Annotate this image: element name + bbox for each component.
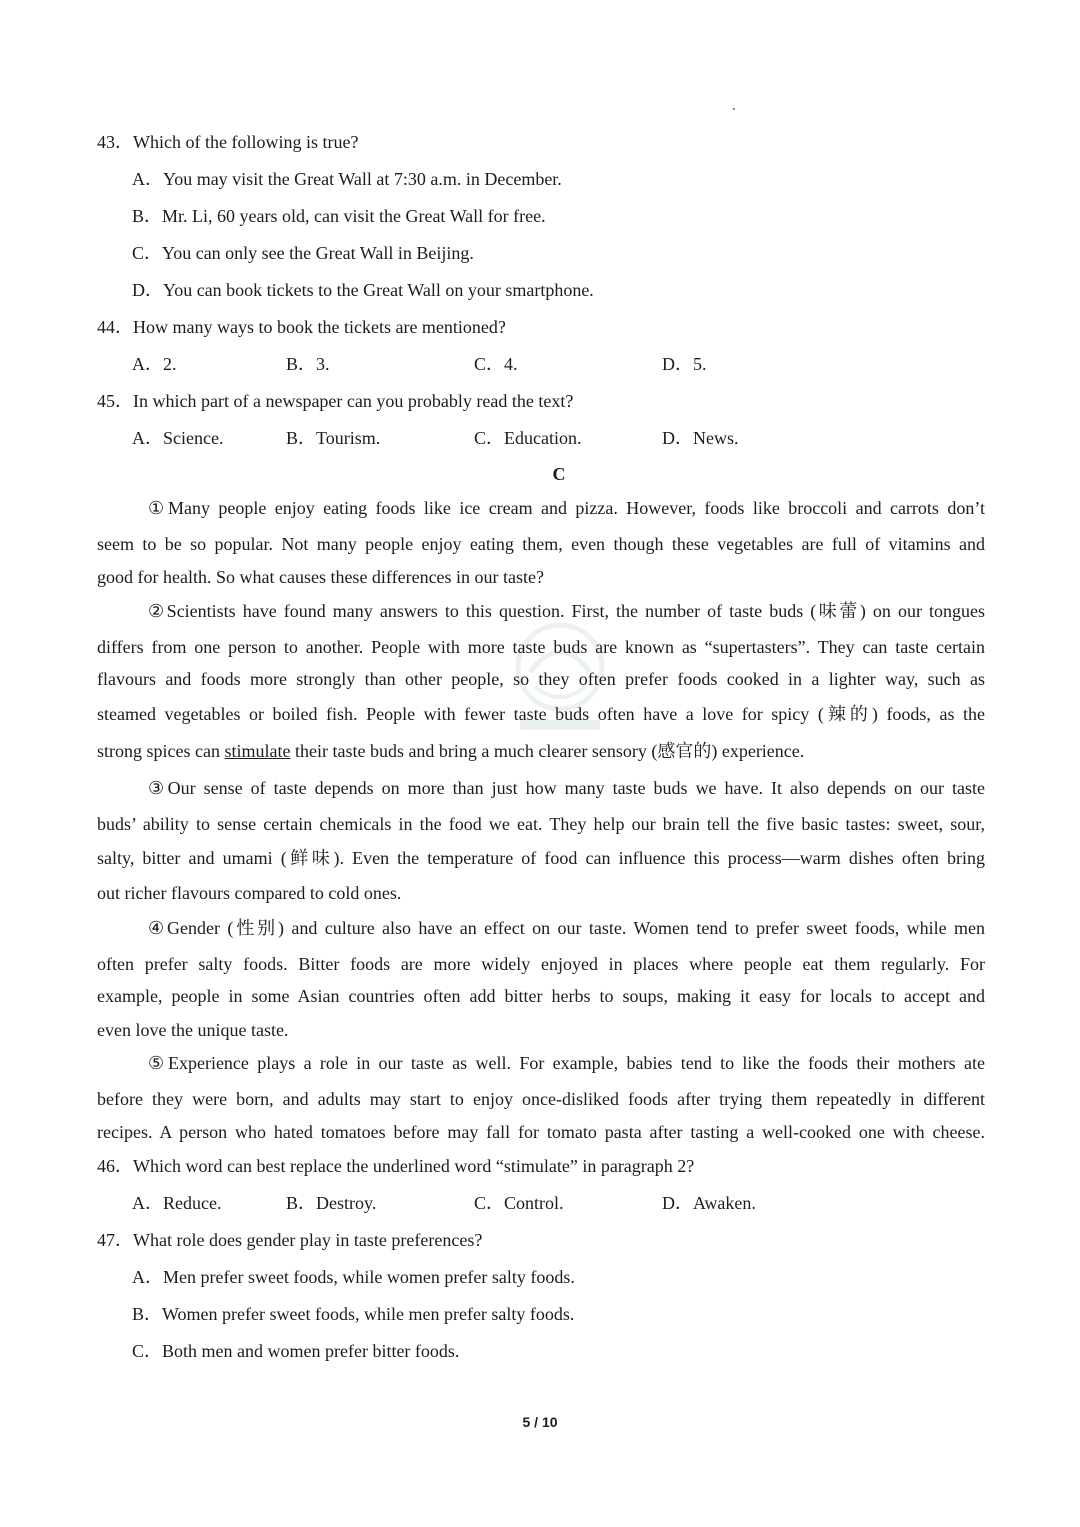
paragraph-line [97,740,985,762]
paragraph-line: ⑤Experience plays a role in our taste as well. For example, babies tend to like the foods their mothers ate [148,1053,985,1073]
paragraph-line: salty, bitter and umami (鲜味). Even the temperature of food can influence this process—warm dishes often bring [97,848,985,868]
paragraph-line: before they were born, and adults may start to enjoy once-disliked foods after trying them repeatedly in different [97,1089,985,1109]
question-46-option-d: D．Awaken. [662,1193,756,1213]
question-43-option-d: D．You can book tickets to the Great Wall on your smartphone. [132,280,594,300]
question-45-option-d: D．News. [662,428,739,448]
paragraph-line: flavours and foods more strongly than other people, so they often prefer foods cooked in a lighter way, such as [97,669,985,689]
question-47-stem: 47．What role does gender play in taste preferences? [97,1230,483,1250]
paragraph-line: ④Gender (性别) and culture also have an effect on our taste. Women tend to prefer sweet foods, while men [148,918,985,938]
question-44-option-a: A．2. [132,354,177,374]
question-44-stem: 44．How many ways to book the tickets are mentioned? [97,317,506,337]
paragraph-line: good for health. So what causes these differences in our taste? [97,567,545,587]
question-47-option-c: C．Both men and women prefer bitter foods. [132,1341,460,1361]
paragraph-line: example, people in some Asian countries often add bitter herbs to soups, making it easy for locals to accept and [97,986,985,1006]
question-47-option-a: A．Men prefer sweet foods, while women prefer salty foods. [132,1267,575,1287]
question-44-option-d: D．5. [662,354,707,374]
question-44-option-c: C．4. [474,354,518,374]
page-number: 5 / 10 [522,1414,558,1430]
underlined-word: stimulate [224,741,291,761]
paragraph-line: buds’ ability to sense certain chemicals in the food we eat. They help our brain tell the five basic tastes: sweet, sour, [97,814,985,834]
paragraph-line: ①Many people enjoy eating foods like ice cream and pizza. However, foods like broccoli and carrots don’t [148,498,985,518]
question-45-option-b: B．Tourism. [286,428,381,448]
question-46-stem: 46．Which word can best replace the underlined word “stimulate” in paragraph 2? [97,1156,695,1176]
paragraph-text: their taste buds and bring a much clearer sensory (感官的) experience. [290,741,805,761]
question-43-option-a: A．You may visit the Great Wall at 7:30 a.m. in December. [132,169,562,189]
paragraph-line: steamed vegetables or boiled fish. People with fewer taste buds often have a love for spicy (辣的) foods, as the [97,704,985,724]
paragraph-line: out richer flavours compared to cold ones. [97,883,402,903]
question-46-option-a: A．Reduce. [132,1193,222,1213]
question-45-option-a: A．Science. [132,428,224,448]
paragraph-line: even love the unique taste. [97,1020,289,1040]
section-title: C [552,464,566,484]
paragraph-line: recipes. A person who hated tomatoes before may fall for tomato pasta after tasting a well-cooked one with cheese. [97,1122,985,1142]
question-44-option-b: B．3. [286,354,330,374]
question-46-option-b: B．Destroy. [286,1193,377,1213]
paragraph-line: ③Our sense of taste depends on more than just how many taste buds we have. It also depends on our taste [148,778,985,798]
question-46-option-c: C．Control. [474,1193,564,1213]
paragraph-text: strong spices can [97,741,225,761]
question-43-stem: 43．Which of the following is true? [97,132,359,152]
question-45-option-c: C．Education. [474,428,582,448]
question-43-option-c: C．You can only see the Great Wall in Beijing. [132,243,474,263]
paragraph-line: seem to be so popular. Not many people enjoy eating them, even though these vegetables are full of vitamins and [97,534,985,554]
question-45-stem: 45．In which part of a newspaper can you probably read the text? [97,391,574,411]
paragraph-line: differs from one person to another. People with more taste buds are known as “supertasters”. They can taste certain [97,637,985,657]
question-43-option-b: B．Mr. Li, 60 years old, can visit the Great Wall for free. [132,206,546,226]
paragraph-line: ②Scientists have found many answers to this question. First, the number of taste buds (味蕾) on our tongues [148,601,985,621]
question-47-option-b: B．Women prefer sweet foods, while men prefer salty foods. [132,1304,575,1324]
paragraph-line: often prefer salty foods. Bitter foods are more widely enjoyed in places where people eat them regularly. For [97,954,985,974]
stray-mark [733,108,735,110]
